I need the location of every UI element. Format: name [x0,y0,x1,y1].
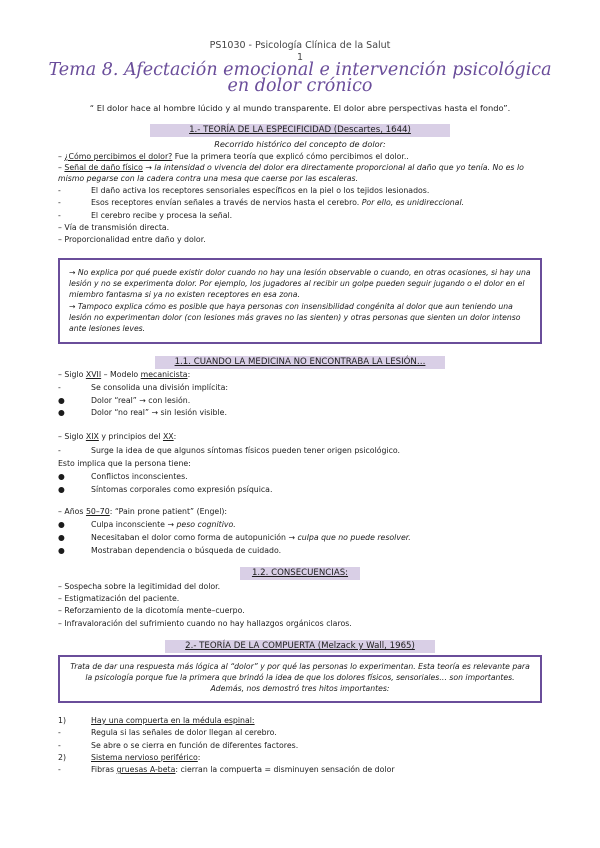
list-item: - Regula si las señales de dolor llegan al cerebro. [58,728,277,737]
list-item: ● Dolor “no real” → sin lesión visible. [58,408,227,417]
list-item: ● Mostraban dependencia o búsqueda de cuidado. [58,546,282,555]
text-line: Esto implica que la persona tiene: [58,459,191,468]
list-item: ● Necesitaban el dolor como forma de autopunición → culpa que no puede resolver. [58,533,411,542]
text-line: – Señal de daño físico → la intensidad o vivencia del dolor era directamente proporcional al daño que yo tenía. No es lo [58,163,524,172]
course-header: PS1030 - Psicología Clínica de la Salut [209,40,391,51]
list-item: ● Dolor “real” → con lesión. [58,396,191,405]
list-item: - El cerebro recibe y procesa la señal. [58,211,233,220]
critique-box [58,258,542,344]
section-heading-1-1: 1.1. CUANDO LA MEDICINA NO ENCONTRABA LA LESIÓN… [155,356,445,369]
text-line: – Proporcionalidad entre daño y dolor. [58,235,206,244]
critique-paragraph: → Tampoco explica cómo es posible que haya personas con insensibilidad congénita al dolor que aun teniendo una lesión no experimentan dolor (con lesiones más graves no las sienten) y otras personas que sienten un dolor intenso ante lesiones leves. [69,301,521,334]
section-note: Recorrido histórico del concepto de dolor: [214,139,386,149]
critique-paragraph: → No explica por qué puede existir dolor cuando no hay una lesión observable o cuando, en otras ocasiones, si hay una lesión y no se experimenta dolor. Por ejemplo, los jugadores al recibir un golpe pueden seguir jugando o el dolor en el miembro fantasma si ya no existen receptores en esa zona. [69,268,531,300]
epigraph-quote: “ El dolor hace al hombre lúcido y al mundo transparente. El dolor abre perspectivas hasta el fondo”. [89,103,511,113]
list-item: - Esos receptores envían señales a través de nervios hasta el cerebro. Por ello, es unidireccional. [58,198,465,207]
page-title: Tema 8. Afectación emocional e intervención psicológica en dolor crónico [48,60,552,96]
text-line: – Vía de transmisión directa. [58,223,170,232]
section-heading-1: 1.- TEORÍA DE LA ESPECIFICIDAD (Descartes, 1644) [150,124,450,137]
list-item: - Surge la idea de que algunos síntomas físicos pueden tener origen psicológico. [58,446,401,455]
text-line: – Siglo XIX y principios del XX: [58,432,177,441]
section-heading-2: 2.- TEORÍA DE LA COMPUERTA (Melzack y Wall, 1965) [165,640,435,653]
text-line: – Años 50–70: “Pain prone patient” (Engel): [58,507,228,516]
list-item: ● Culpa inconsciente → peso cognitivo. [58,520,236,529]
text-line: – ¿Cómo percibimos el dolor? Fue la primera teoría que explicó cómo percibimos el dolor.. [58,152,409,161]
text-line: – Infravaloración del sufrimiento cuando no hay hallazgos orgánicos claros. [58,619,352,628]
list-item: 2) Sistema nervioso periférico: [58,753,201,762]
list-item: - El daño activa los receptores sensoriales específicos en la piel o los tejidos lesionados. [58,186,430,195]
text-line: – Estigmatización del paciente. [58,594,180,603]
text-line: – Sospecha sobre la legitimidad del dolor. [58,582,221,591]
theory-intro-box [58,655,542,703]
list-item: ● Síntomas corporales como expresión psíquica. [58,485,273,494]
text-line: – Reforzamiento de la dicotomía mente–cuerpo. [58,606,245,615]
theory-intro-text: Trata de dar una respuesta más lógica al “dolor” y por qué las personas lo experimentan. Esta teoría es relevante para la psicología porque fue la primera que brindó la idea de que los dolores físicos, sensoriales… son importantes. Además, nos demostró tres hitos importantes: [70,662,530,693]
list-item: - Fibras gruesas A-beta: cierran la compuerta = disminuyen sensación de dolor [58,765,395,774]
text-line: – Siglo XVII – Modelo mecanicista: [58,370,191,379]
list-item: 1) Hay una compuerta en la médula espinal: [58,716,255,725]
page-number: 1 [296,52,304,63]
list-item: - Se consolida una división implícita: [58,383,229,392]
section-heading-1-2: 1.2. CONSECUENCIAS: [240,567,360,580]
list-item: - Se abre o se cierra en función de diferentes factores. [58,741,299,750]
list-item: ● Conflictos inconscientes. [58,472,188,481]
text-line: mismo pegarse con la cadera contra una mesa que caerse por las escaleras. [58,174,359,183]
